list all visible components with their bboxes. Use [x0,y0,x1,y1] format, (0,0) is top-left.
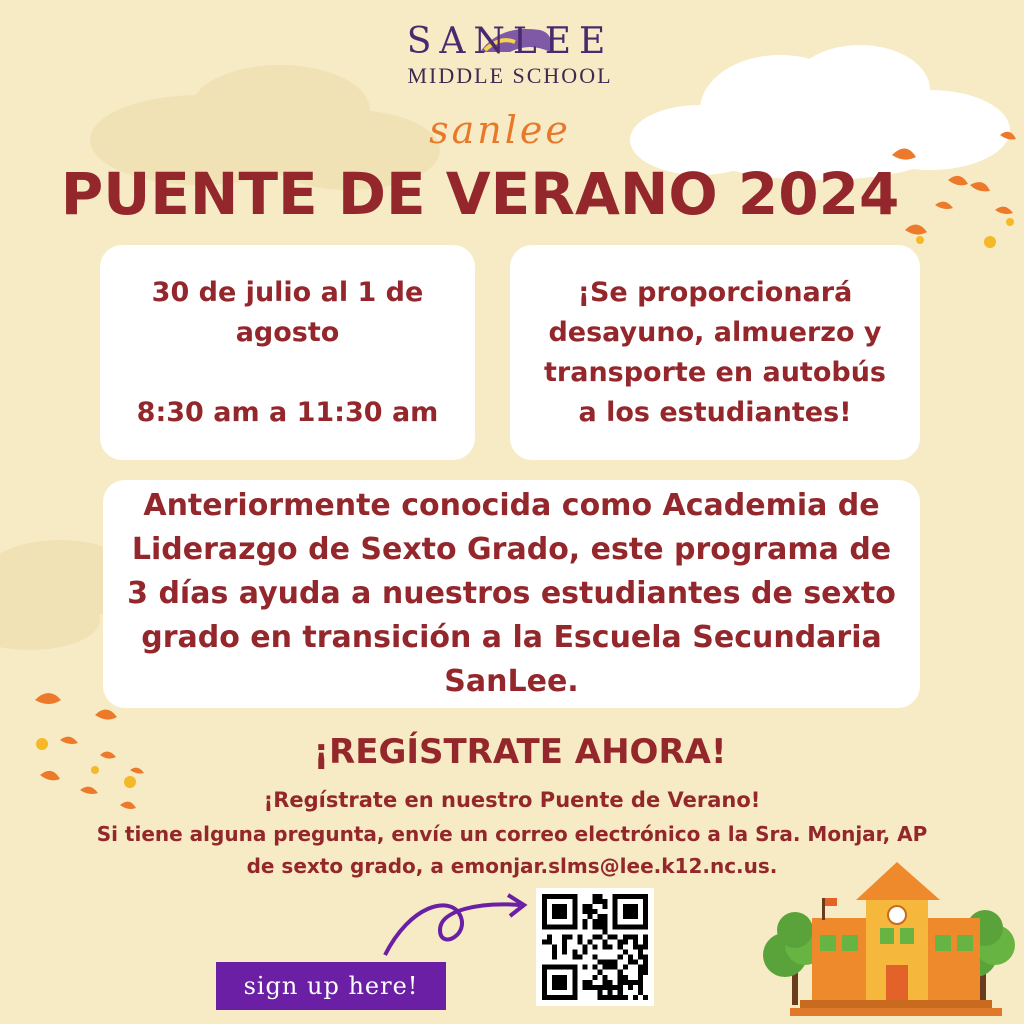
leaf-icon [35,693,144,809]
time-text: 8:30 am a 11:30 am [136,396,439,428]
school-building-icon [790,862,1002,1016]
meals-text: ¡Se proporcionará desayuno, almuerzo y transporte en autobús a los estudiantes! [544,276,886,428]
logo-name: SANLEE [406,21,614,62]
script-title: sanlee [429,108,571,152]
register-heading: ¡REGÍSTRATE AHORA! [313,732,727,772]
qr-code[interactable] [536,888,654,1006]
description-text: Anteriormente conocida como Academia de Liderazgo de Sexto Grado, este programa de 3 días ayuda a nuestros estudiantes de sexto grado en transición a la Escuela Secundaria SanLee. [127,488,896,699]
page-title: PUENTE DE VERANO 2024 [60,160,900,228]
register-info-line: de sexto grado, a emonjar.slms@lee.k12.nc.us. [246,854,778,878]
sign-up-button[interactable]: sign up here! [216,962,446,1010]
school-logo [380,20,640,100]
register-info [40,818,984,882]
meals-card [510,245,920,460]
dates-card [100,245,475,460]
dates-text: 30 de julio al 1 de [151,276,424,308]
register-info-line: Si tiene alguna pregunta, envíe un correo electrónico a la Sra. Monjar, AP [96,822,928,846]
register-subheading: ¡Regístrate en nuestro Puente de Verano! [263,788,761,812]
logo-subtitle: MIDDLE SCHOOL [407,63,613,88]
dates-text: agosto [235,316,340,348]
arrow-icon [385,904,520,955]
description-card [103,480,920,708]
